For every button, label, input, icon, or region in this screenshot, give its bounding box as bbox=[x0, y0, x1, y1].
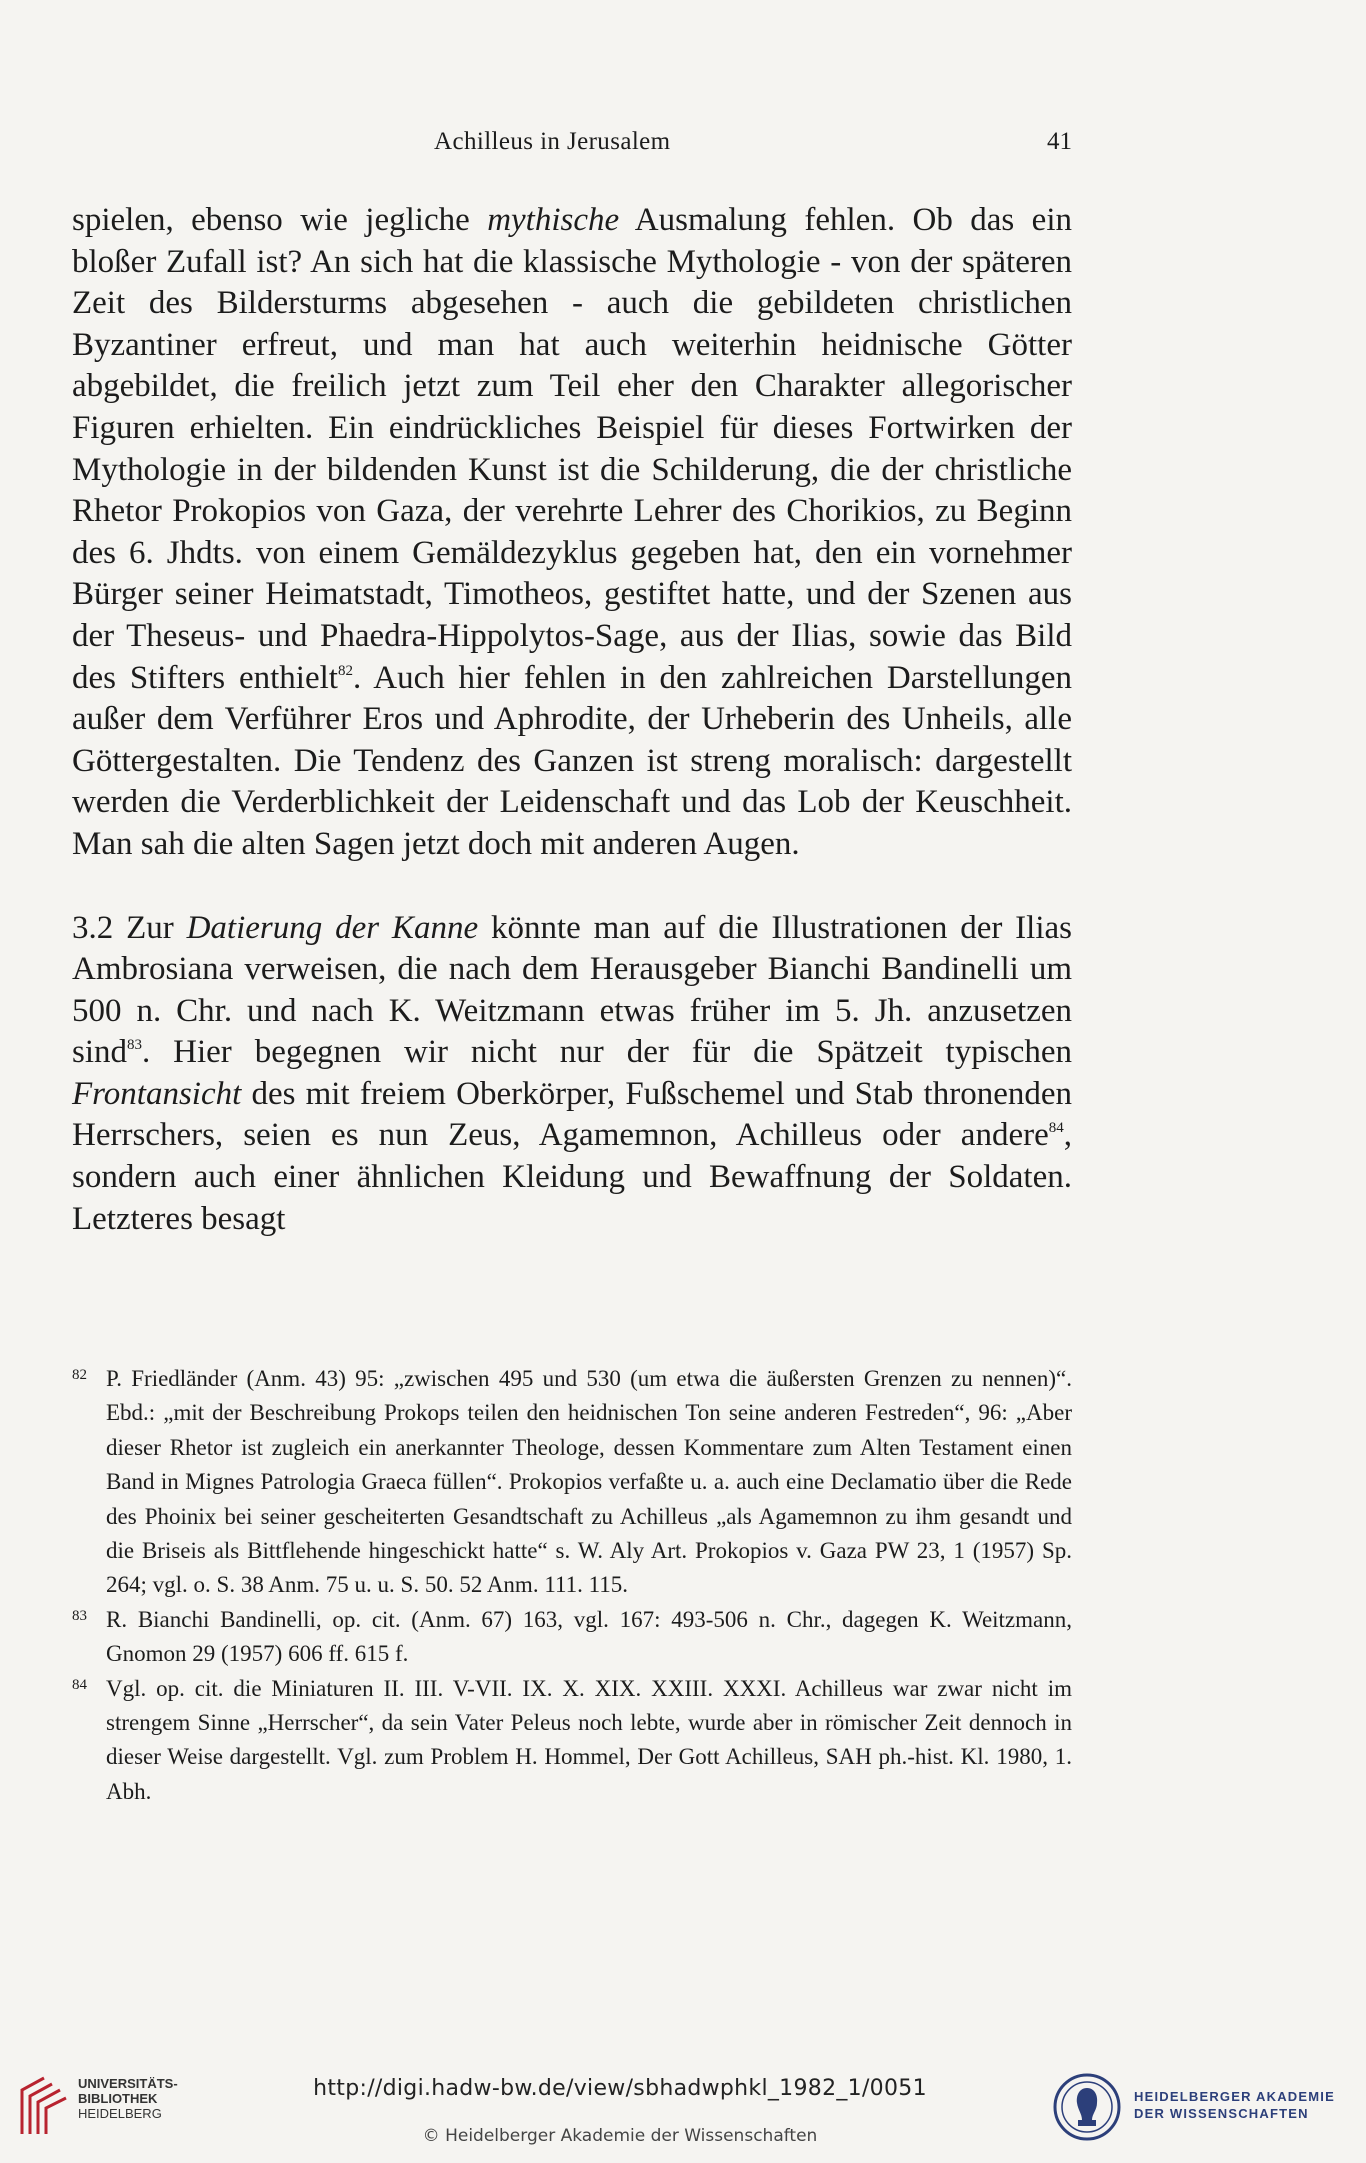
hadw-label-line: HEIDELBERGER AKADEMIE bbox=[1134, 2089, 1335, 2104]
footnote-text: P. Friedländer (Anm. 43) 95: „zwischen 495 und 530 (um etwa die äußersten Grenzen zu nennen)“. Ebd.: „mit der Beschreibung Prokops teilen den heidnischen Ton seine anderen Festreden“, 96: „Aber dieser Rhetor ist zugleich ein anerkannter Theologe, dessen Kommentare zum Alten Testament einen Band in Mignes Patrologia Graeca füllen“. Prokopios verfaßte u. a. auch eine Declamatio über die Rede des Phoinix bei seiner gescheiterten Gesandtschaft zu Achilleus „als Agamemnon zu ihm gesandt und die Briseis als Bittflehende hingeschickt hatte“ s. W. Aly Art. Prokopios v. Gaza PW 23, 1 (1957) Sp. 264; vgl. o. S. 38 Anm. 75 u. u. S. 50. 52 Anm. 111. 115. bbox=[106, 1366, 1072, 1598]
text-run: , sondern auch einer ähnlichen Kleidung und Bewaffnung der Soldaten. Letzteres besagt bbox=[72, 1117, 1072, 1237]
hadw-seal-icon[interactable] bbox=[1052, 2072, 1122, 2142]
text-run: könnte man auf die Illustrationen der Ilias Ambrosiana verweisen, die nach dem Herausgeber Bianchi Bandinelli um 500 n. Chr. und nach K. Weitzmann etwas früher im 5. Jh. anzusetzen sind bbox=[72, 909, 1072, 1071]
footnote-number: 82 bbox=[72, 1367, 87, 1383]
footnote-text: R. Bianchi Bandinelli, op. cit. (Anm. 67) 163, vgl. 167: 493-506 n. Chr., dagegen K. Weitzmann, Gnomon 29 (1957) 606 ff. 615 f. bbox=[106, 1606, 1072, 1667]
permalink-url[interactable]: http://digi.hadw-bw.de/view/sbhadwphkl_1982_1/0051 bbox=[313, 2076, 927, 2101]
text-run: . Hier begegnen wir nicht nur der für die Spätzeit typischen bbox=[142, 1034, 1072, 1071]
text-run: . Auch hier fehlen in den zahlreichen Darstellungen außer dem Verführer Eros und Aphrodite, der Urheberin des Unheils, alle Göttergestalten. Die Tendenz des Ganzen ist streng moralisch: dargestellt werden die Verderblichkeit der Leidenschaft und das Lob der Keuschheit. Man sah die alten Sagen jetzt doch mit anderen Augen. bbox=[72, 659, 1072, 862]
text-run: Ausmalung fehlen. Ob das ein bloßer Zufall ist? An sich hat die klassische Mythologie - von der späteren Zeit des Bildersturms abgesehen - auch die gebildeten christlichen Byzantiner erfreut, und man hat auch weiterhin heidnische Götter abgebildet, die freilich jetzt zum Teil eher den Charakter allegorischer Figuren erhielten. Ein eindrückliches Beispiel für dieses Fortwirken der Mythologie in der bildenden Kunst ist die Schilderung, die der christliche Rhetor Prokopios von Gaza, der verehrte Lehrer des Chorikios, zu Beginn des 6. Jhdts. von einem Gemäldezyklus gegeben hat, den ein vornehmer Bürger seiner Heimatstadt, Timotheos, gestiftet hatte, und der Szenen aus der Theseus- und Phaedra-Hippolytos-Sage, aus der Ilias, sowie das Bild des Stifters enthielt bbox=[72, 202, 1073, 696]
italic-run: Frontansicht bbox=[72, 1075, 242, 1112]
page-number: 41 bbox=[1047, 128, 1072, 155]
footnote-number: 83 bbox=[72, 1607, 87, 1624]
footnotes bbox=[72, 1362, 1072, 1809]
paragraph-2 bbox=[72, 908, 1072, 1241]
footnote-83 bbox=[72, 1603, 1072, 1672]
footnote-ref-84[interactable]: 84 bbox=[1048, 1120, 1064, 1137]
text-run: des mit freiem Oberkörper, Fußschemel und Stab thronenden Herrschers, seien es nun Zeus, Agamemnon, Achilleus oder andere bbox=[72, 1075, 1072, 1154]
footnote-ref-82[interactable]: 82 bbox=[337, 662, 353, 679]
body-text bbox=[72, 200, 1072, 1240]
footnote-ref-83[interactable]: 83 bbox=[127, 1037, 143, 1054]
ub-label-line: BIBLIOTHEK bbox=[78, 2091, 158, 2106]
footnote-number: 84 bbox=[72, 1676, 87, 1693]
hadw-label-line: DER WISSENSCHAFTEN bbox=[1134, 2106, 1309, 2121]
page-header bbox=[72, 128, 1072, 168]
paragraph-1 bbox=[72, 200, 1072, 866]
footnote-84 bbox=[72, 1672, 1072, 1810]
copyright-notice: © Heidelberger Akademie der Wissenschaften bbox=[422, 2126, 818, 2146]
ub-label-line: UNIVERSITÄTS- bbox=[78, 2076, 178, 2091]
ub-heidelberg-logo-icon[interactable] bbox=[14, 2072, 72, 2142]
running-title: Achilleus in Jerusalem bbox=[434, 128, 671, 155]
text-run: 3.2 Zur bbox=[72, 909, 187, 946]
text-run: spielen, ebenso wie jegliche bbox=[72, 202, 488, 238]
italic-run: Datierung der Kanne bbox=[186, 909, 479, 946]
ub-label-line: HEIDELBERG bbox=[78, 2106, 162, 2121]
footnote-text: Vgl. op. cit. die Miniaturen II. III. V-VII. IX. X. XIX. XXIII. XXXI. Achilleus war zwar nicht im strengem Sinne „Herrscher“, da sein Vater Peleus noch lebte, wurde aber in römischer Zeit dennoch in dieser Weise dargestellt. Vgl. zum Problem H. Hommel, Der Gott Achilleus, SAH ph.-hist. Kl. 1980, 1. Abh. bbox=[106, 1675, 1072, 1804]
italic-run: mythische bbox=[487, 202, 620, 238]
footer-bar bbox=[0, 2050, 1366, 2163]
footnote-82 bbox=[72, 1362, 1072, 1603]
ub-heidelberg-label bbox=[78, 2076, 178, 2121]
hadw-label bbox=[1134, 2088, 1335, 2122]
